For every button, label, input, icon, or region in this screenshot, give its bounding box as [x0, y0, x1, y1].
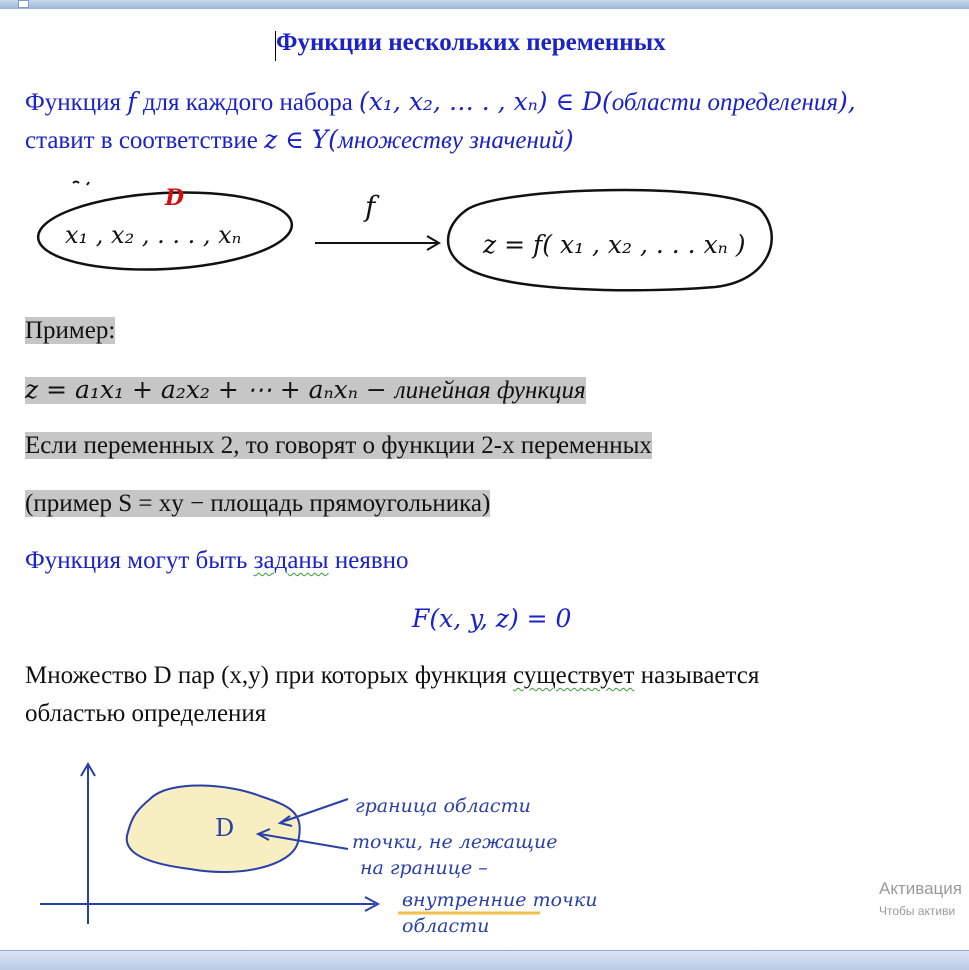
definition-line2-prefix: ставит в соответствие — [25, 127, 265, 154]
activation-watermark-title: Активация — [879, 879, 962, 898]
linear-function-word: линейная функция — [394, 377, 586, 404]
domain-definition-line-1 — [25, 662, 759, 690]
linear-formula-row — [25, 375, 586, 405]
ruler-marker[interactable] — [18, 0, 29, 8]
definition-prefix: Функция — [25, 89, 128, 116]
implicit-part-1: Функция могут быть — [25, 547, 254, 574]
domain-def-part-2: существует — [513, 662, 635, 689]
activation-watermark-subtitle: Чтобы активи — [879, 904, 956, 918]
note-points: точки, не лежащие — [352, 831, 558, 853]
note-on-boundary: на границе – — [360, 857, 488, 879]
note-region: области — [402, 915, 490, 937]
bottom-status-bar — [0, 950, 969, 970]
domain-region — [127, 785, 300, 871]
note-interior: внутренние точки — [402, 889, 598, 911]
example-label: Пример: — [25, 317, 116, 344]
page-title: Функции нескольких переменных — [276, 29, 666, 56]
domain-def-part-3: называется — [634, 662, 760, 689]
mapping-sketch — [25, 171, 785, 311]
domain-definition-line-2: областью определения — [25, 700, 267, 727]
two-vars-row — [25, 432, 652, 460]
function-symbol: f — [127, 87, 137, 116]
definition-mid: для каждого набора — [136, 89, 360, 116]
arrow-label: f — [365, 190, 376, 223]
domain-sketch — [30, 754, 650, 939]
definition-line-1 — [25, 87, 856, 117]
area-example-text: (пример S = xy − площадь прямоугольника) — [25, 490, 491, 517]
implicit-line — [25, 547, 409, 575]
document-page[interactable] — [0, 9, 969, 950]
tuple-expression: (x₁, x₂, … . , xₙ) ∈ D( — [359, 87, 612, 116]
implicit-part-2: заданы — [253, 547, 329, 574]
left-set-label: x₁ , x₂ , . . . , xₙ — [65, 221, 242, 249]
right-set-label: z = f( x₁ , x₂ , . . . xₙ ) — [483, 230, 746, 259]
two-vars-text: Если переменных 2, то говорят о функции 2-х переменных — [25, 432, 652, 459]
z-expression: z ∈ Y( — [264, 125, 338, 154]
linear-formula: z = a₁x₁ + a₂x₂ + ⋯ + aₙxₙ − — [25, 375, 395, 404]
implicit-part-3: неявно — [328, 547, 409, 574]
area-example-row — [25, 490, 490, 518]
domain-def-part-1: Множество D пар (x,y) при которых функция — [25, 662, 514, 689]
domain-mark: D — [165, 185, 185, 211]
pen-marks — [73, 182, 89, 186]
definition-end: ), — [838, 87, 856, 116]
example-label-row — [25, 317, 115, 345]
domain-word: области определения — [611, 89, 839, 116]
set-word: множеству значений — [337, 127, 564, 154]
definition-line2-end: ) — [563, 125, 574, 154]
domain-region-label: D — [215, 814, 235, 842]
note-boundary: граница области — [355, 795, 531, 817]
implicit-formula: F(x, y, z) = 0 — [412, 604, 572, 633]
definition-line-2 — [25, 125, 574, 155]
